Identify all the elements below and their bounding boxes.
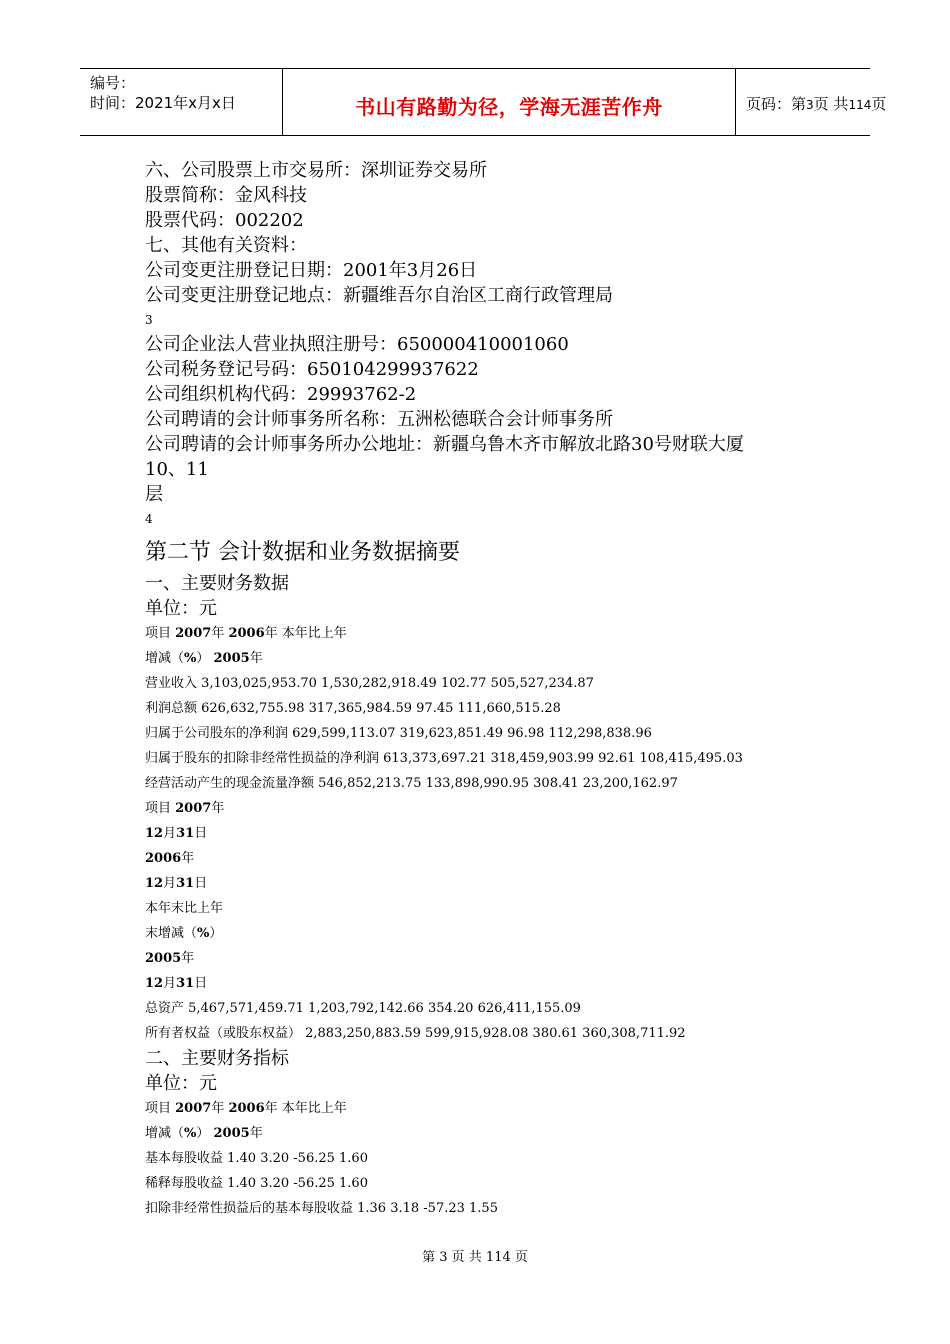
header-text: 31 <box>176 876 195 891</box>
header-text: 项目 <box>145 1101 176 1116</box>
table-header <box>145 846 845 871</box>
table-row: 经营活动产生的现金流量净额 546,852,213.75 133,898,990.95 308.41 23,200,162.97 <box>145 776 678 791</box>
page-current: 3 <box>806 98 814 112</box>
text-line: 六、公司股票上市交易所：深圳证券交易所 <box>145 160 487 181</box>
table-header <box>145 1121 845 1146</box>
text-line: 公司变更注册登记地点：新疆维吾尔自治区工商行政管理局 <box>145 285 613 306</box>
table-header <box>145 796 845 821</box>
header-text: ） <box>196 651 214 666</box>
header-text: 2007 <box>175 1101 212 1116</box>
header-text: 年 本年比上年 <box>264 1101 347 1116</box>
header-text: 31 <box>176 976 195 991</box>
header-text: 2005 <box>145 951 182 966</box>
table-header <box>145 921 845 946</box>
table-row: 扣除非经常性损益后的基本每股收益 1.36 3.18 -57.23 1.55 <box>145 1201 498 1216</box>
table-row: 稀释每股收益 1.40 3.20 -56.25 1.60 <box>145 1176 368 1191</box>
time-label: 时间：2021年x月x日 <box>90 94 236 112</box>
header-text: 2006 <box>145 851 182 866</box>
header-text: 年 <box>181 951 195 966</box>
header-text: 增减（ <box>145 1126 185 1141</box>
header-text: 年 本年比上年 <box>264 626 347 641</box>
header-text: 项目 <box>145 801 176 816</box>
table-row: 基本每股收益 1.40 3.20 -56.25 1.60 <box>145 1151 368 1166</box>
page-mid: 页 共 <box>813 95 849 113</box>
header-text: % <box>184 1126 197 1141</box>
text-line: 10、11 <box>145 459 209 480</box>
text-line: 股票简称：金风科技 <box>145 185 307 206</box>
document-body <box>145 158 845 1221</box>
text-line: 公司聘请的会计师事务所办公地址：新疆乌鲁木齐市解放北路30号财联大厦 <box>145 434 744 455</box>
text-line: 层 <box>145 484 163 505</box>
header-text: 日 <box>194 876 208 891</box>
subsection-title: 一、主要财务数据 <box>145 573 289 594</box>
table-header <box>145 646 845 671</box>
page-marker: 3 <box>145 313 153 327</box>
header-text: 月 <box>163 876 177 891</box>
table-row: 归属于公司股东的净利润 629,599,113.07 319,623,851.49 96.98 112,298,838.96 <box>145 726 652 741</box>
header-text: 末增减（ <box>145 926 198 941</box>
header-text: 月 <box>163 826 177 841</box>
header-text: 31 <box>176 826 195 841</box>
section-title: 第二节 会计数据和业务数据摘要 <box>145 540 460 565</box>
header-motto-cell <box>282 69 736 135</box>
motto: 书山有路勤为径，学海无涯苦作舟 <box>355 95 663 119</box>
header-text: 2005 <box>213 651 250 666</box>
header-text: % <box>184 651 197 666</box>
header-text: % <box>197 926 210 941</box>
header-text: 2006 <box>228 1101 265 1116</box>
page-suffix: 页 <box>871 95 887 113</box>
page-marker: 4 <box>145 512 153 526</box>
text-line: 公司变更注册登记日期：2001年3月26日 <box>145 260 478 281</box>
header-text: 12 <box>145 826 164 841</box>
unit-label: 单位：元 <box>145 1073 217 1094</box>
text-line: 公司聘请的会计师事务所名称：五洲松德联合会计师事务所 <box>145 409 613 430</box>
table-header: 本年末比上年 <box>145 901 224 916</box>
page-prefix: 页码：第 <box>746 95 807 113</box>
header-text: 年 <box>211 1101 229 1116</box>
number-label: 编号： <box>90 74 136 92</box>
table-header <box>145 871 845 896</box>
table-header <box>145 621 845 646</box>
unit-label: 单位：元 <box>145 598 217 619</box>
header-text: 年 <box>181 851 195 866</box>
header-text: 年 <box>211 626 229 641</box>
text-line: 七、其他有关资料： <box>145 235 307 256</box>
table-row: 所有者权益（或股东权益） 2,883,250,883.59 599,915,928.08 380.61 360,308,711.92 <box>145 1026 686 1041</box>
header-text: 项目 <box>145 626 176 641</box>
header-text: 月 <box>163 976 177 991</box>
header-text: 2005 <box>213 1126 250 1141</box>
header-text: 日 <box>194 976 208 991</box>
table-row: 利润总额 626,632,755.98 317,365,984.59 97.45 111,660,515.28 <box>145 701 561 716</box>
header-text: 12 <box>145 876 164 891</box>
header-info <box>80 69 282 135</box>
header-text: 2007 <box>175 626 212 641</box>
header-text: 2007 <box>175 801 212 816</box>
table-header <box>145 821 845 846</box>
header-text: ） <box>196 1126 214 1141</box>
table-row: 营业收入 3,103,025,953.70 1,530,282,918.49 102.77 505,527,234.87 <box>145 676 594 691</box>
header-text: 日 <box>194 826 208 841</box>
text-line: 公司企业法人营业执照注册号：650000410001060 <box>145 334 569 355</box>
table-header <box>145 1096 845 1121</box>
table-header <box>145 971 845 996</box>
header-text: 年 <box>211 801 225 816</box>
header-page-number <box>736 69 887 135</box>
table-row: 归属于股东的扣除非经常性损益的净利润 613,373,697.21 318,459,903.99 92.61 108,415,495.03 <box>145 751 743 766</box>
header-text: 年 <box>249 1126 263 1141</box>
text-line: 公司组织机构代码：29993762-2 <box>145 384 417 405</box>
page-header <box>80 68 887 136</box>
header-text: 2006 <box>228 626 265 641</box>
header-text: 年 <box>249 651 263 666</box>
header-text: 12 <box>145 976 164 991</box>
text-line: 股票代码：002202 <box>145 210 304 231</box>
table-header <box>145 946 845 971</box>
table-row: 总资产 5,467,571,459.71 1,203,792,142.66 354.20 626,411,155.09 <box>145 1001 581 1016</box>
page-footer: 第 3 页 共 114 页 <box>422 1250 528 1265</box>
subsection-title: 二、主要财务指标 <box>145 1048 289 1069</box>
header-text: ） <box>209 926 223 941</box>
header-text: 增减（ <box>145 651 185 666</box>
text-line: 公司税务登记号码：650104299937622 <box>145 359 479 380</box>
page-total: 114 <box>848 98 872 112</box>
